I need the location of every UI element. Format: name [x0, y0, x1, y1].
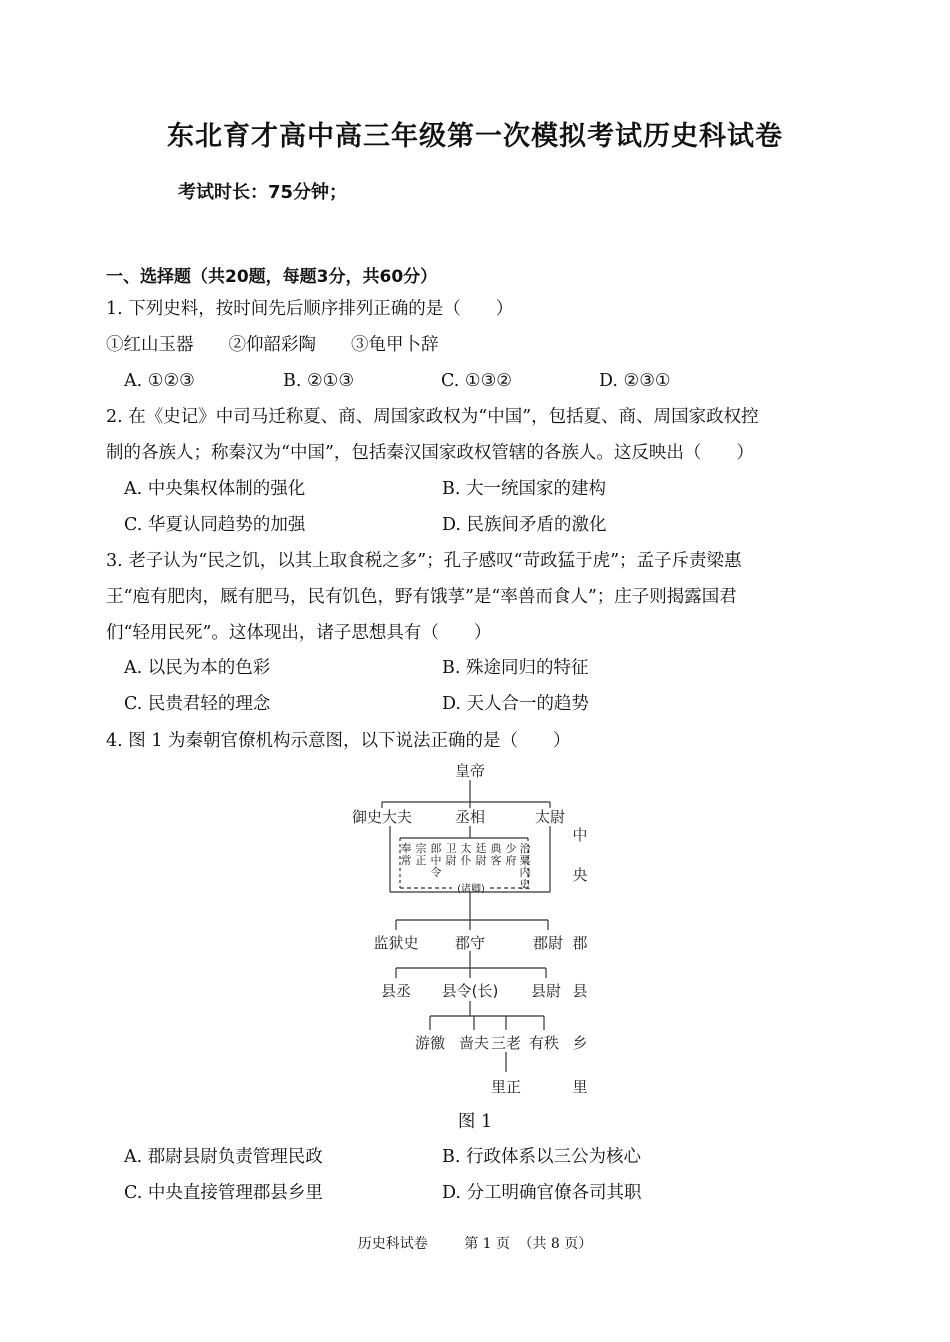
page-footer [0, 1233, 950, 1253]
diagram-censor: 御史大夫 [351, 808, 413, 826]
exam-title: 东北育才高中高三年级第一次模拟考试历史科试卷 [167, 121, 783, 152]
q3-option-c[interactable]: C. 民贵君轻的理念 [124, 694, 271, 714]
diagram-level-label: 乡 [572, 1034, 588, 1052]
q2-option-c[interactable]: C. 华夏认同趋势的加强 [124, 515, 306, 535]
diagram-governor: 郡守 [454, 934, 486, 952]
q3-option-d[interactable]: D. 天人合一的趋势 [442, 694, 590, 714]
footer-total: （共 8 页） [518, 1236, 593, 1252]
diagram-minister: 典客 [490, 842, 502, 867]
diagram-minister: 卫尉 [445, 842, 457, 867]
q4-option-d[interactable]: D. 分工明确官僚各司其职 [442, 1183, 642, 1203]
diagram-prison-inspector: 监狱史 [373, 934, 419, 952]
diagram-minister: 郎中令 [430, 842, 442, 879]
q2-option-d[interactable]: D. 民族间矛盾的激化 [442, 515, 607, 535]
q3-option-b[interactable]: B. 殊途同归的特征 [442, 658, 589, 678]
diagram-emperor: 皇帝 [454, 762, 486, 780]
diagram-ministers-label: (诸卿) [457, 884, 485, 895]
q3-stem-line1: 3. 老子认为“民之饥，以其上取食税之多”；孔子感叹“苛政猛于虎”；孟子斥责梁惠 [106, 551, 742, 571]
diagram-youjiao: 游徼 [414, 1034, 446, 1052]
q1-items: ①红山玉器 ②仰韶彩陶 ③龟甲卜辞 [106, 335, 439, 355]
diagram-minister: 治粟内史 [519, 842, 531, 891]
diagram-level-label: 中 [572, 826, 588, 844]
diagram-minister: 奉常 [400, 842, 412, 867]
diagram-chancellor: 丞相 [454, 808, 486, 826]
footer-subject: 历史科试卷 [357, 1236, 428, 1252]
q4-option-c[interactable]: C. 中央直接管理郡县乡里 [124, 1183, 323, 1203]
diagram-sefu: 啬夫 [458, 1034, 490, 1052]
q2-option-a[interactable]: A. 中央集权体制的强化 [124, 479, 306, 499]
q3-stem-line2: 王“庖有肥肉，厩有肥马，民有饥色，野有饿莩”是“率兽而食人”；庄子则揭露国君 [106, 587, 737, 607]
q3-option-a[interactable]: A. 以民为本的色彩 [124, 658, 271, 678]
diagram-county-assistant: 县丞 [380, 982, 412, 1000]
q1-option-a[interactable]: A. ①②③ [124, 371, 195, 391]
diagram-sanlao: 三老 [490, 1034, 522, 1052]
q2-option-b[interactable]: B. 大一统国家的建构 [442, 479, 606, 499]
diagram-level-labels [572, 826, 587, 1096]
q2-stem-line1: 2. 在《史记》中司马迁称夏、商、周国家政权为“中国”，包括夏、商、周国家政权控 [106, 407, 759, 427]
figure-caption: 图 1 [457, 1112, 493, 1132]
exam-duration: 考试时长：75分钟； [178, 182, 348, 203]
diagram-grand-commandant: 太尉 [534, 808, 566, 826]
section-heading: 一、选择题（共20题，每题3分，共60分） [106, 267, 438, 287]
q1-option-b[interactable]: B. ②①③ [283, 371, 355, 391]
q4-stem: 4. 图 1 为秦朝官僚机构示意图，以下说法正确的是（ ） [106, 731, 571, 751]
diagram-county-commandant: 县尉 [530, 982, 562, 1000]
diagram-minister: 太仆 [460, 842, 472, 867]
diagram-level-label: 央 [572, 866, 588, 884]
diagram-level-label: 县 [572, 982, 588, 1000]
diagram-youzhi: 有秩 [528, 1034, 560, 1052]
diagram-minister: 宗正 [415, 842, 427, 867]
diagram-level-label: 郡 [572, 934, 588, 952]
q4-option-a[interactable]: A. 郡尉县尉负责管理民政 [124, 1147, 323, 1167]
diagram-minister: 少府 [505, 842, 517, 867]
diagram-level-label: 里 [572, 1078, 588, 1096]
footer-page: 第 1 页 [464, 1236, 510, 1252]
qin-bureaucracy-diagram [350, 758, 610, 1103]
q1-option-d[interactable]: D. ②③① [599, 371, 671, 391]
q2-stem-line2: 制的各族人；称秦汉为“中国”，包括秦汉国家政权管辖的各族人。这反映出（ ） [106, 443, 754, 463]
q1-option-c[interactable]: C. ①③② [441, 371, 512, 391]
diagram-county-magistrate: 县令(长) [441, 982, 499, 1000]
q4-option-b[interactable]: B. 行政体系以三公为核心 [442, 1147, 641, 1167]
diagram-minister: 廷尉 [475, 842, 487, 867]
diagram-lizheng: 里正 [490, 1078, 522, 1096]
diagram-commandery-commandant: 郡尉 [532, 934, 564, 952]
q3-stem-line3: 们“轻用民死”。这体现出，诸子思想具有（ ） [106, 623, 492, 643]
q1-stem: 1. 下列史料，按时间先后顺序排列正确的是（ ） [106, 299, 514, 319]
